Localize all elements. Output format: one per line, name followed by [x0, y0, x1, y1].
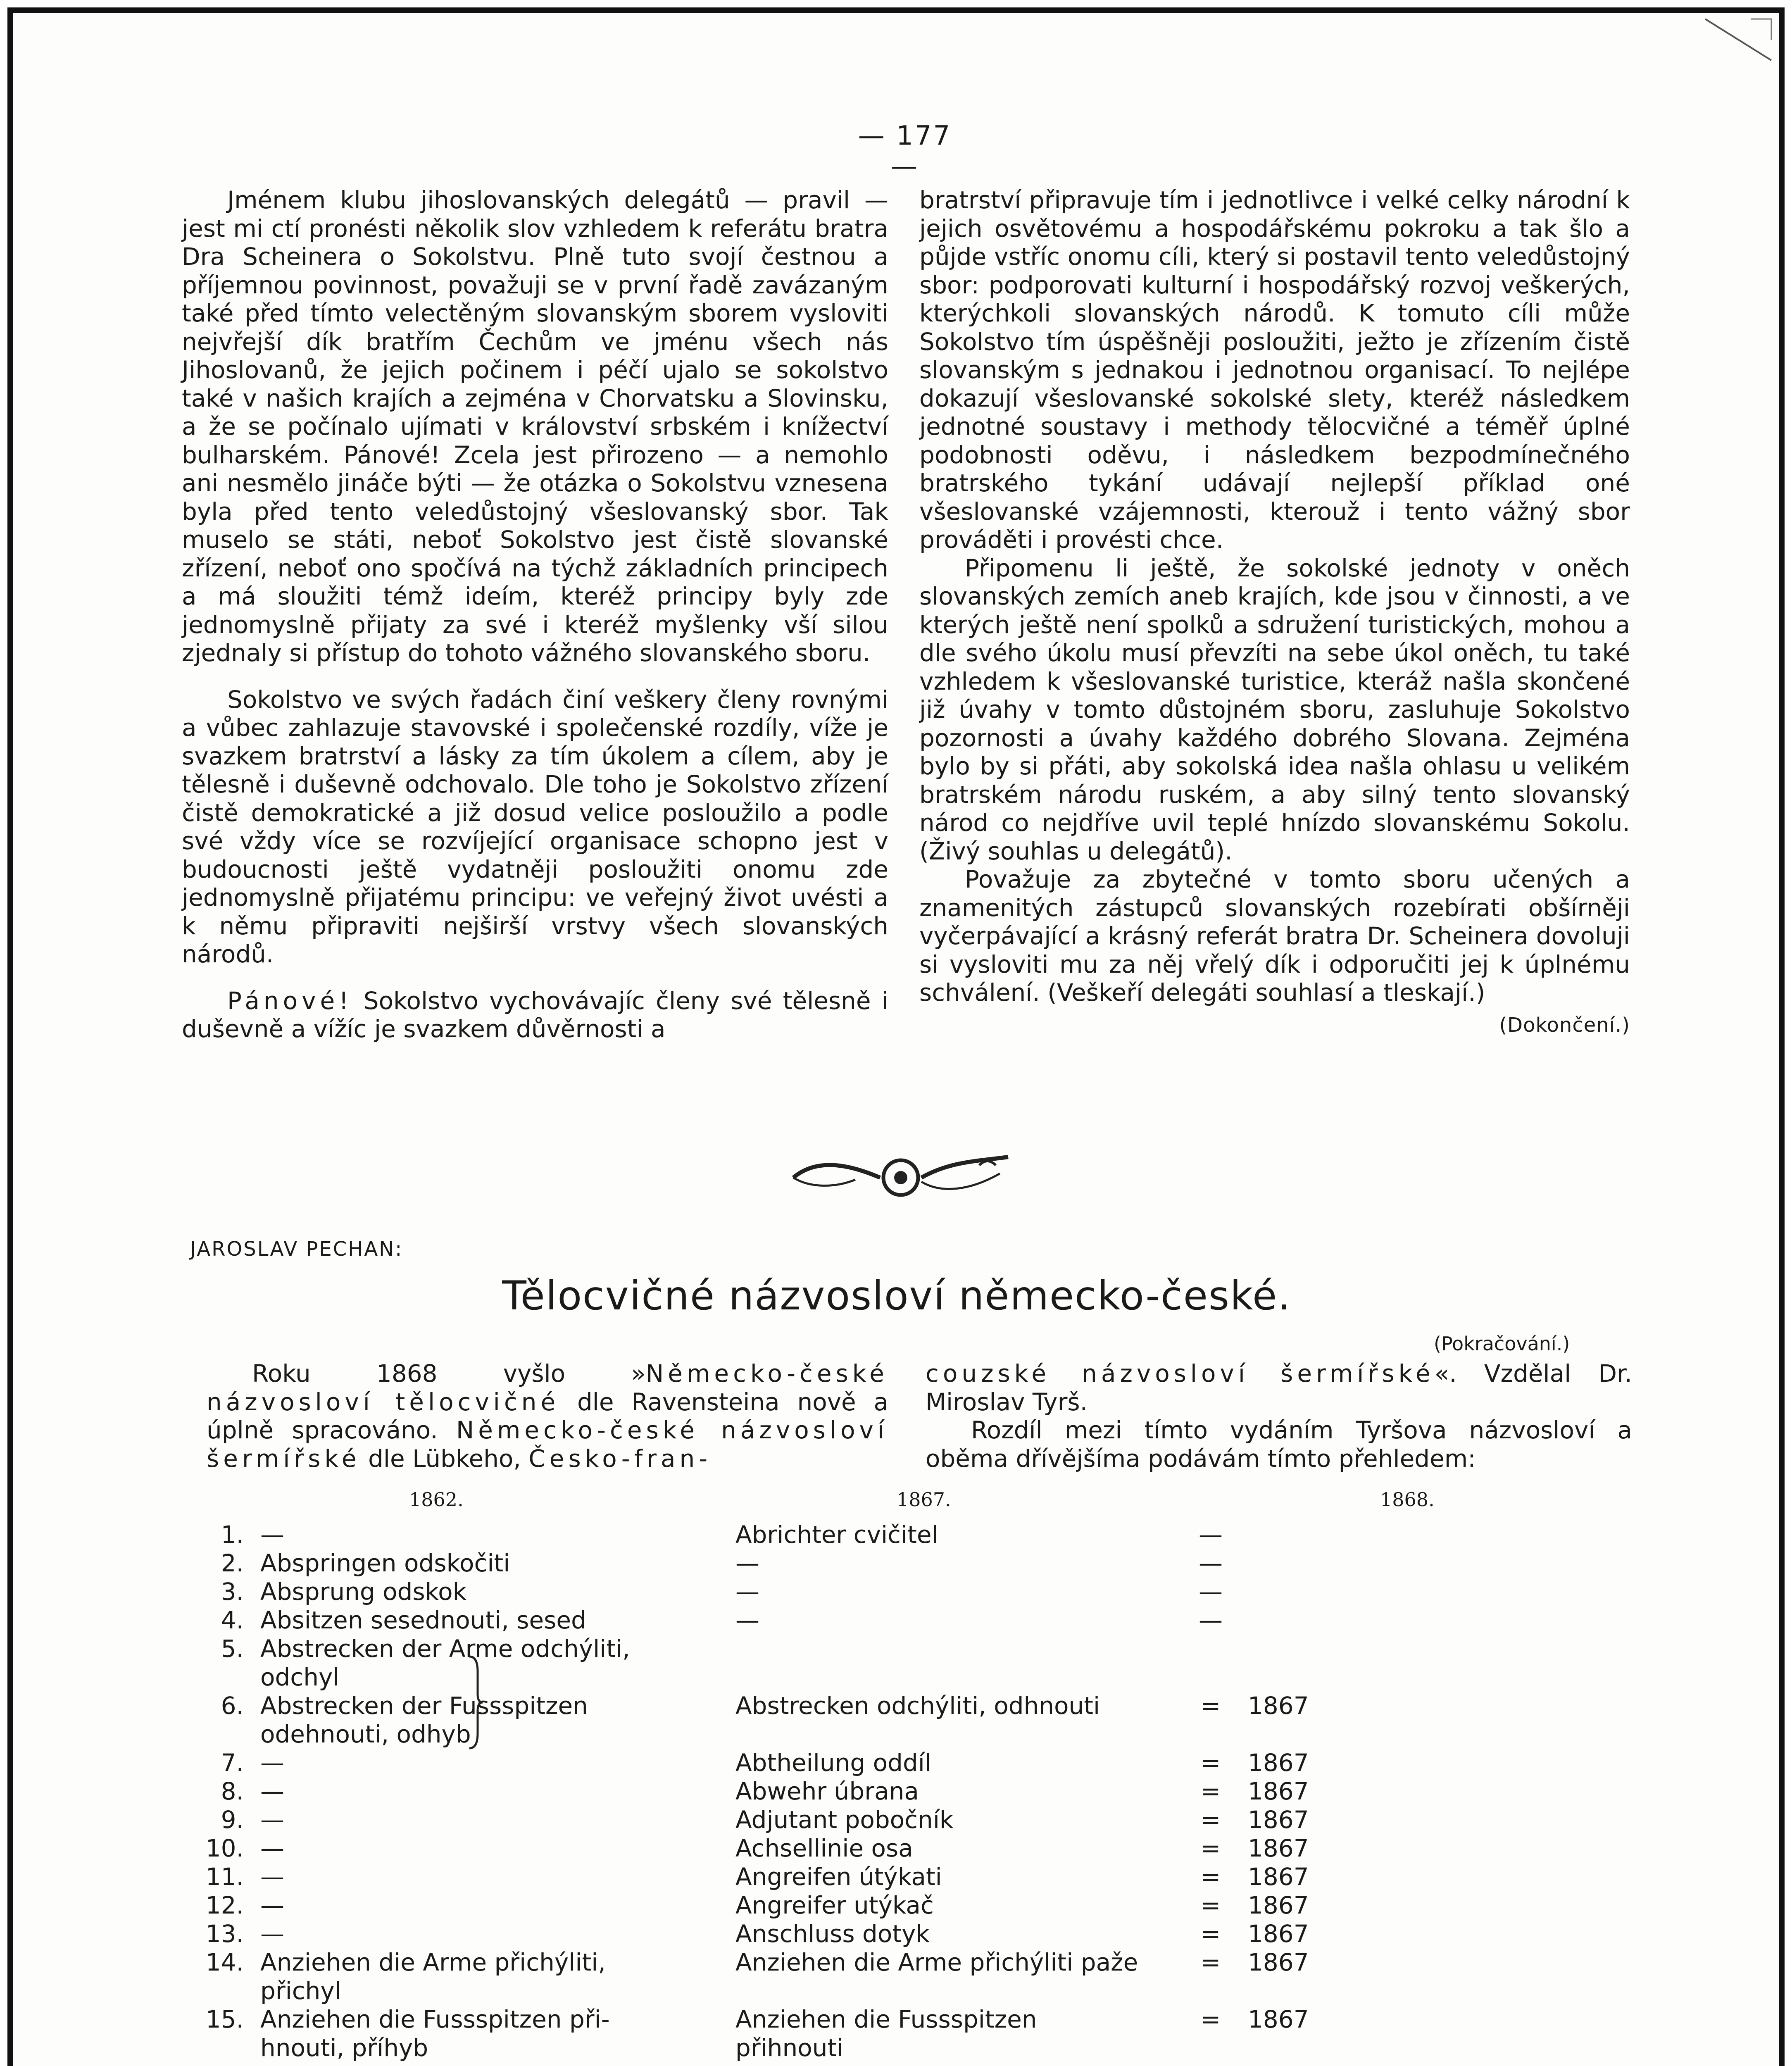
term-1867: Abwehr úbrana: [735, 1777, 919, 1805]
term-1862: —: [260, 1521, 284, 1549]
term-1867: přihnouti: [735, 2034, 844, 2062]
brace-icon: [467, 1655, 483, 1750]
equals-sign: —: [1199, 1549, 1223, 1577]
row-number: 4.: [221, 1606, 244, 1634]
corner-fold-mark: [1701, 15, 1775, 64]
article-title: Tělocvičné názvosloví německo-české.: [502, 1273, 1291, 1319]
term-1862: Anziehen die Fussspitzen při-: [260, 2005, 610, 2033]
term-1862: —: [260, 1891, 284, 1919]
paragraph-text: dle Ravensteina nově a úplně spracováno.: [207, 1388, 888, 1444]
term-1867: Anziehen die Arme přichýliti paže: [735, 1948, 1138, 1976]
term-1867: Anschluss dotyk: [735, 1920, 930, 1948]
equals-sign: =: [1200, 1749, 1221, 1777]
row-number: 7.: [221, 1749, 244, 1777]
term-1868: 1867: [1248, 1948, 1309, 1976]
equals-sign: —: [1199, 1521, 1223, 1549]
term-1868: 1867: [1248, 1749, 1309, 1777]
term-1862: odehnouti, odhyb: [260, 1720, 471, 1748]
term-1867: Abrichter cvičitel: [735, 1521, 938, 1549]
term-1868: 1867: [1248, 2005, 1309, 2033]
term-1867: Angreifer utýkač: [735, 1891, 934, 1919]
term-1868: 1867: [1248, 1806, 1309, 1834]
term-1868: 1867: [1248, 1863, 1309, 1891]
paragraph: [182, 987, 888, 1043]
equals-sign: =: [1200, 1692, 1221, 1720]
year-header-1867: 1867.: [897, 1488, 951, 1511]
equals-sign: =: [1200, 1891, 1221, 1919]
term-1867: —: [735, 1549, 759, 1577]
equals-sign: =: [1200, 1920, 1221, 1948]
term-1862: Abstrecken der Arme odchýliti,: [260, 1635, 630, 1663]
row-number: 5.: [221, 1635, 244, 1663]
row-number: 15.: [205, 2005, 244, 2033]
equals-sign: =: [1200, 2005, 1221, 2033]
spaced-title: Německo-české názvosloví šermířské: [207, 1416, 888, 1473]
paragraph: Rozdíl mezi tímto vydáním Tyršova názvosloví a oběma dřívějšíma podávám tímto přehledem:: [926, 1416, 1632, 1473]
paragraph: Jménem klubu jihoslovanských delegátů — pravil — jest mi ctí pronésti několik slov vzhledem k referátu bratra Dra Scheinera o Sokolstvu. Plně tuto svojí čestnou a příjemnou povinnost, považuji se v první řadě zavázaným také před tímto velectěným slovanským sborem vysloviti nejvřejší dík bratřím Čechům ve jménu všech nás Jihoslovanů, že jejich počinem i péčí ujalo se sokolstvo také v našich krajích a zejména v Chorvatsku a Slovinsku, a že se počínalo ujímati v království srbském i knížectví bulharském. Pánové! Zcela jest přirozeno — a nemohlo ani nesmělo jináče býti — že otázka o Sokolstvu vznesena byla před tento veledůstojný všeslovanský sbor. Tak muselo se státi, neboť Sokolstvo jest čistě slovanské zřízení, neboť ono spočívá na týchž základních principech a má sloužiti témž ideím, kteréž principy byly zde jednomyslně přijaty za své i kteréž myšlenky vší silou zjednaly si přístup do tohoto vážného slovanského sboru.: [182, 186, 888, 667]
term-1867: Angreifen útýkati: [735, 1863, 942, 1891]
term-1862: Anziehen die Arme přichýliti,: [260, 1948, 606, 1976]
term-1868: 1867: [1248, 1692, 1309, 1720]
term-1867: Adjutant pobočník: [735, 1806, 954, 1834]
paragraph: bratrství připravuje tím i jednotlivce i velké celky národní k jejich osvětovému a hospodářskému pokroku a tak šlo a půjde vstříc onomu cíli, který si postavil tento veledůstojný sbor: podporovati kulturní i hospodářský rozvoj veškerých, kterýchkoli slovanských národů. K tomuto cíli může Sokolstvo tím úspěšněji posloužiti, ježto je zřízením čistě slovanským s jednakou i jednotnou organisací. To nejlépe dokazují všeslovanské sokolské slety, kteréž následkem jednotné soustavy i methody tělocvičné a téměř úplné podobnosti oděvu, i následkem bezpodmínečného bratrského tykání udávají nejlepší příklad oné všeslovanské vzájemnosti, kterouž i tento vážný sbor prováděti i provésti chce.: [919, 186, 1630, 554]
row-number: 11.: [205, 1863, 244, 1891]
row-number: 14.: [205, 1948, 244, 1976]
equals-sign: =: [1200, 1777, 1221, 1805]
paragraph: [926, 1359, 1632, 1416]
equals-sign: =: [1200, 1806, 1221, 1834]
term-1868: 1867: [1248, 1777, 1309, 1805]
term-1862: —: [260, 1749, 284, 1777]
equals-sign: —: [1199, 1578, 1223, 1606]
term-1862: —: [260, 1806, 284, 1834]
term-1862: —: [260, 1920, 284, 1948]
row-number: 8.: [221, 1777, 244, 1805]
term-1867: Anziehen die Fussspitzen: [735, 2005, 1037, 2033]
row-number: 2.: [221, 1549, 244, 1577]
term-1868: 1867: [1248, 1834, 1309, 1862]
intro-column-right: [926, 1359, 1632, 1473]
row-number: 1.: [221, 1521, 244, 1549]
paragraph: Sokolstvo ve svých řadách činí veškery členy rovnými a vůbec zahlazuje stavovské i společenské rozdíly, víže je svazkem bratrství a lásky za tím úkolem a cílem, aby je tělesně i duševně odchovalo. Dle toho je Sokolstvo zřízení čistě demokratické a již dosud velice posloužilo a podle své vždy více se rozvíjející organisace schopno jest v budoucnosti ještě vydatněji posloužiti onomu zde jednomyslně přijatému principu: ve veřejný život uvésti a k němu připraviti nejširší vrstvy všech slovanských národů.: [182, 685, 888, 968]
article-column-left: [182, 186, 888, 1043]
term-1867: Achsellinie osa: [735, 1834, 913, 1862]
term-1868: 1867: [1248, 1891, 1309, 1919]
equals-sign: —: [1199, 1606, 1223, 1634]
row-number: 9.: [221, 1806, 244, 1834]
year-header-1862: 1862.: [409, 1488, 464, 1511]
row-number: 6.: [221, 1692, 244, 1720]
term-1868: 1867: [1248, 1920, 1309, 1948]
term-1862: Absitzen sesednouti, sesed: [260, 1606, 586, 1634]
term-1862: Abspringen odskočiti: [260, 1549, 510, 1577]
term-1862: —: [260, 1777, 284, 1805]
term-1867: —: [735, 1578, 759, 1606]
equals-sign: =: [1200, 1834, 1221, 1862]
row-number: 12.: [205, 1891, 244, 1919]
term-1862: hnouti, příhyb: [260, 2034, 428, 2062]
paragraph: Považuje za zbytečné v tomto sboru učených a znamenitých zástupců slovanských rozebírati obšírněji vyčerpávající a krásný referát bratra Dr. Scheinera dovoluji si vysloviti mu za něj vřelý dík i odporučiti jej k úplnému schválení. (Veškeří delegáti souhlasí a tleskají.): [919, 865, 1630, 1007]
paragraph-text: dle Lübkeho,: [360, 1444, 529, 1473]
spaced-title: Česko-fran-: [528, 1444, 712, 1473]
paragraph: [207, 1359, 888, 1473]
row-number: 10.: [205, 1834, 244, 1862]
decorative-ornament-icon: [785, 1149, 1016, 1207]
page-number: — 177 —: [858, 121, 952, 182]
article-column-right: [919, 186, 1630, 1039]
term-1867: Abstrecken odchýliti, odhnouti: [735, 1692, 1100, 1720]
term-1867: Abtheilung oddíl: [735, 1749, 932, 1777]
intro-column-left: [207, 1359, 888, 1473]
term-1862: —: [260, 1834, 284, 1862]
spaced-title: couzské názvosloví šermířské: [926, 1359, 1435, 1388]
paragraph-text: Sokolstvo vychovávajíc členy své tělesně i duševně a vížíc je svazkem důvěrnosti a: [182, 986, 888, 1043]
paragraph-text: Roku 1868 vyšlo »: [252, 1359, 646, 1388]
equals-sign: =: [1200, 1948, 1221, 1976]
row-number: 3.: [221, 1578, 244, 1606]
spaced-title: Německo-české názvosloví tělocvičné: [207, 1359, 888, 1416]
term-1862: Abstrecken der Fussspitzen: [260, 1692, 588, 1720]
term-1862: Absprung odskok: [260, 1578, 467, 1606]
continued-note: (Pokračování.): [1434, 1333, 1570, 1355]
concluded-note: (Dokončení.): [1499, 1013, 1630, 1037]
year-header-1868: 1868.: [1380, 1488, 1435, 1511]
row-number: 13.: [205, 1920, 244, 1948]
spaced-word: Pánové!: [227, 986, 353, 1015]
term-1862: —: [260, 1863, 284, 1891]
equals-sign: =: [1200, 1863, 1221, 1891]
paragraph-text: «. Vzdělal Dr. Miroslav Tyrš.: [926, 1359, 1633, 1416]
term-1862: přichyl: [260, 1977, 341, 2005]
term-1867: —: [735, 1606, 759, 1634]
author-name: JAROSLAV PECHAN:: [190, 1238, 403, 1261]
term-1862: odchyl: [260, 1663, 340, 1691]
paragraph: Připomenu li ještě, že sokolské jednoty v oněch slovanských zemích aneb krajích, kde jsou v činnosti, a ve kterých ještě není spolků a sdružení turistických, mohou a dle svého úkolu musí převzíti na sebe úkol oněch, tu také vzhledem k všeslovanské turistice, kteráž našla skončené již úvahy v tomto důstojném sboru, zasluhuje Sokolstvo pozornosti a úvahy každého dobrého Slovana. Zejména bylo by si přáti, aby sokolská idea našla ohlasu u velikém bratrském národu ruském, a aby silný tento slovanský národ co nejdříve uvil teplé hnízdo slovanskému Sokolu. (Živý souhlas u delegátů).: [919, 554, 1630, 865]
